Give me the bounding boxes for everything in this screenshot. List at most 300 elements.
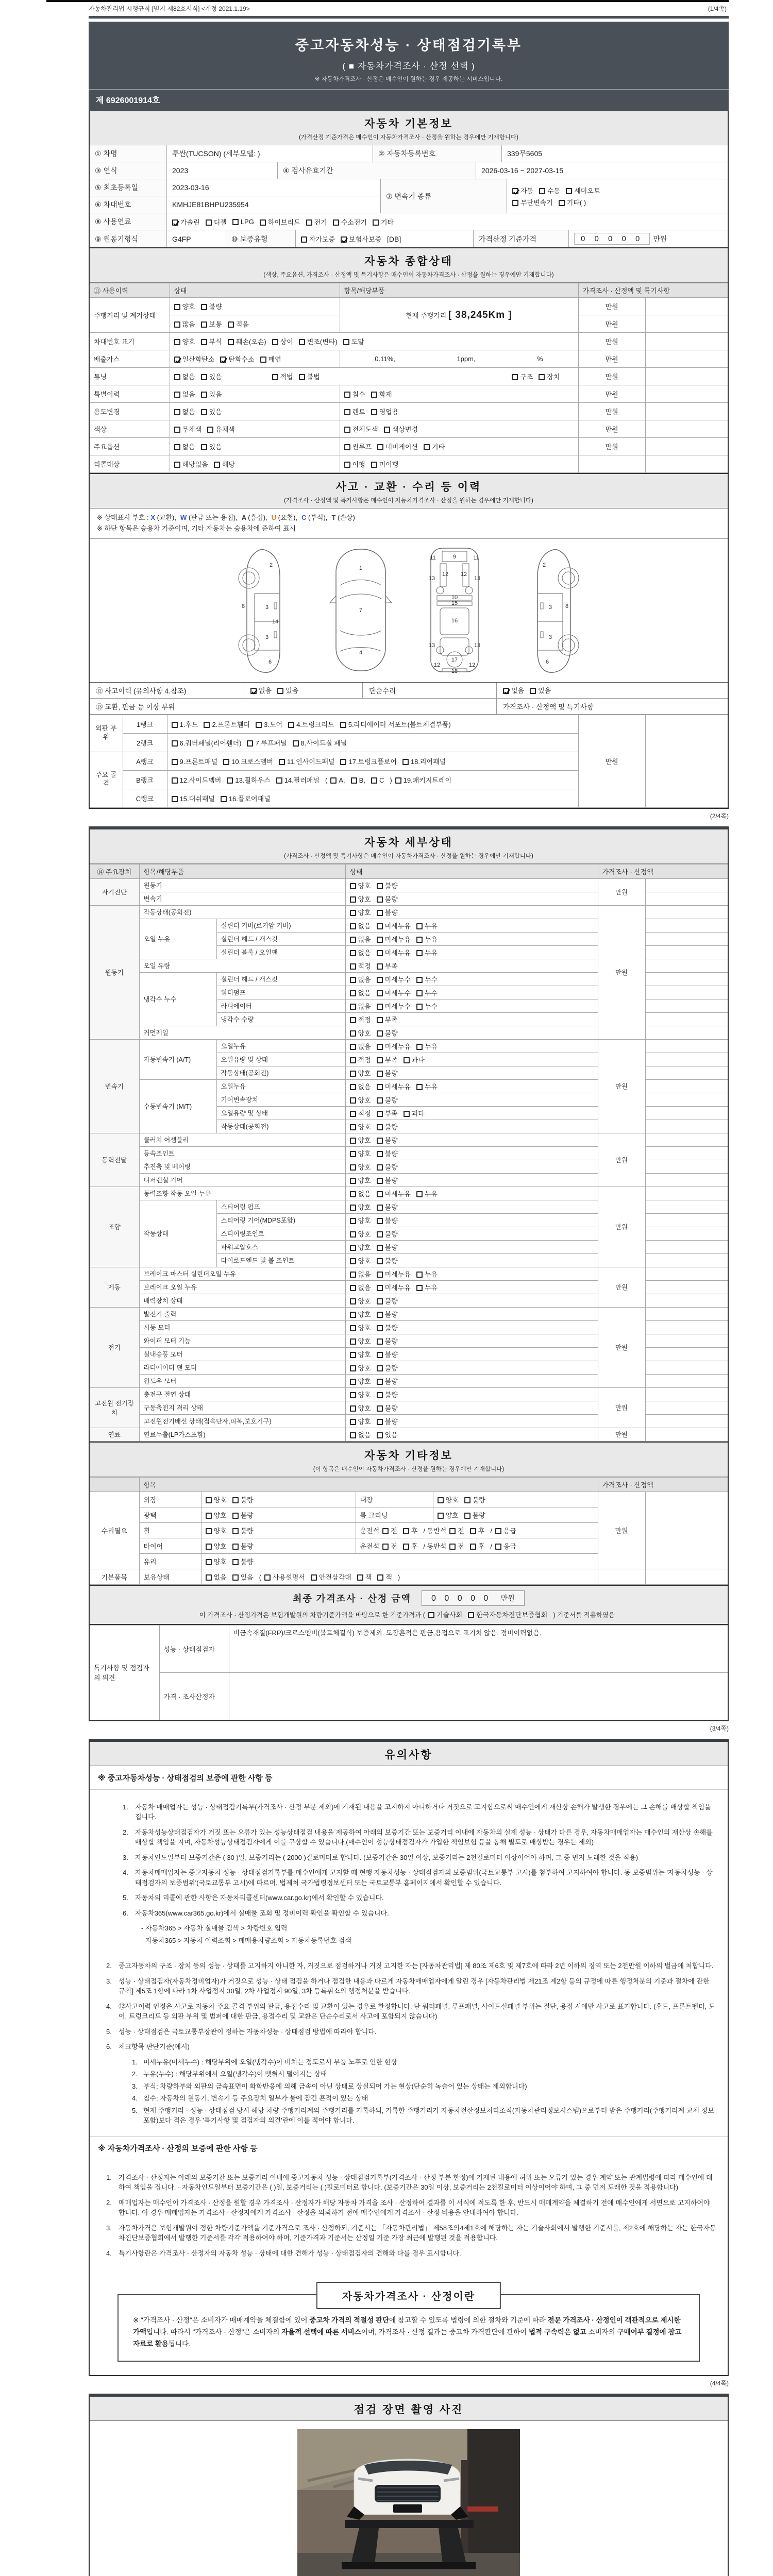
checkbox[interactable] bbox=[350, 950, 356, 956]
checkbox-option[interactable] bbox=[272, 336, 293, 346]
checkbox[interactable] bbox=[350, 963, 356, 970]
checkbox-option[interactable] bbox=[340, 719, 451, 729]
checkbox[interactable] bbox=[377, 1111, 383, 1117]
checkbox-option[interactable] bbox=[350, 1135, 371, 1145]
checkbox[interactable] bbox=[350, 883, 356, 889]
checkbox-option[interactable] bbox=[371, 406, 399, 416]
checkbox[interactable] bbox=[311, 1574, 317, 1581]
checkbox-option[interactable] bbox=[350, 1095, 371, 1105]
checkbox[interactable] bbox=[232, 1559, 239, 1565]
checkbox[interactable] bbox=[350, 1419, 356, 1425]
checkbox[interactable] bbox=[344, 392, 350, 398]
checkbox[interactable] bbox=[207, 427, 213, 433]
checkbox[interactable] bbox=[227, 777, 233, 784]
checkbox-option[interactable] bbox=[260, 217, 300, 227]
checkbox-option[interactable] bbox=[350, 1001, 371, 1011]
checkbox[interactable] bbox=[214, 462, 220, 468]
checkbox[interactable] bbox=[264, 1574, 271, 1581]
checkbox-option[interactable] bbox=[377, 921, 411, 930]
checkbox[interactable] bbox=[416, 1272, 423, 1278]
checkbox[interactable] bbox=[350, 1285, 356, 1291]
checkbox[interactable] bbox=[232, 219, 239, 225]
checkbox-option[interactable] bbox=[416, 1189, 438, 1198]
checkbox[interactable] bbox=[377, 1392, 383, 1398]
checkbox-option[interactable] bbox=[206, 217, 227, 227]
checkbox[interactable] bbox=[174, 444, 180, 450]
checkbox-option[interactable] bbox=[350, 1014, 371, 1024]
checkbox[interactable] bbox=[403, 1544, 409, 1550]
checkbox[interactable] bbox=[228, 339, 234, 345]
checkbox-option[interactable] bbox=[377, 1269, 411, 1279]
checkbox-option[interactable] bbox=[371, 776, 384, 784]
checkbox-option[interactable] bbox=[214, 459, 235, 469]
checkbox[interactable] bbox=[377, 1365, 383, 1371]
checkbox-option[interactable] bbox=[174, 442, 195, 451]
checkbox[interactable] bbox=[201, 304, 207, 310]
checkbox-option[interactable] bbox=[382, 1526, 397, 1535]
checkbox-option[interactable] bbox=[204, 719, 250, 729]
checkbox-option[interactable] bbox=[201, 371, 222, 381]
checkbox-option[interactable] bbox=[350, 1363, 371, 1372]
checkbox[interactable] bbox=[377, 1151, 383, 1157]
checkbox-option[interactable] bbox=[559, 197, 586, 207]
checkbox[interactable] bbox=[470, 1544, 476, 1550]
checkbox-option[interactable] bbox=[206, 1572, 227, 1582]
checkbox[interactable] bbox=[350, 896, 356, 903]
checkbox-option[interactable] bbox=[350, 1189, 371, 1198]
checkbox[interactable] bbox=[377, 1164, 383, 1171]
checkbox-option[interactable] bbox=[227, 775, 270, 785]
checkbox[interactable] bbox=[377, 1178, 383, 1184]
checkbox[interactable] bbox=[539, 188, 545, 194]
checkbox[interactable] bbox=[174, 304, 180, 310]
checkbox-option[interactable] bbox=[424, 442, 445, 451]
checkbox-option[interactable] bbox=[377, 894, 398, 904]
checkbox-option[interactable] bbox=[371, 389, 392, 399]
checkbox[interactable] bbox=[438, 1513, 444, 1519]
checkbox-option[interactable] bbox=[416, 1001, 438, 1011]
checkbox-option[interactable] bbox=[377, 988, 411, 997]
checkbox[interactable] bbox=[377, 977, 383, 983]
checkbox-option[interactable] bbox=[416, 988, 438, 997]
checkbox[interactable] bbox=[350, 1272, 356, 1278]
checkbox[interactable] bbox=[403, 1528, 409, 1534]
checkbox[interactable] bbox=[371, 462, 377, 468]
checkbox-option[interactable] bbox=[201, 389, 222, 399]
checkbox[interactable] bbox=[333, 219, 339, 226]
checkbox[interactable] bbox=[350, 1405, 356, 1412]
checkbox[interactable] bbox=[416, 950, 423, 956]
checkbox-option[interactable] bbox=[377, 880, 398, 890]
checkbox[interactable] bbox=[206, 1513, 212, 1519]
checkbox-option[interactable] bbox=[512, 185, 533, 195]
checkbox[interactable] bbox=[279, 759, 285, 765]
checkbox[interactable] bbox=[377, 1325, 383, 1331]
checkbox-option[interactable] bbox=[350, 1349, 371, 1359]
checkbox[interactable] bbox=[350, 1151, 356, 1157]
checkbox-option[interactable] bbox=[377, 1135, 398, 1145]
checkbox[interactable] bbox=[495, 1544, 501, 1550]
checkbox-option[interactable] bbox=[377, 1108, 398, 1118]
checkbox-option[interactable] bbox=[341, 234, 381, 244]
checkbox[interactable] bbox=[350, 1245, 356, 1251]
checkbox-option[interactable] bbox=[350, 907, 371, 917]
checkbox-option[interactable] bbox=[470, 1526, 485, 1535]
checkbox-option[interactable] bbox=[404, 1055, 425, 1064]
checkbox[interactable] bbox=[276, 777, 282, 784]
checkbox-option[interactable] bbox=[172, 738, 242, 748]
checkbox[interactable] bbox=[350, 1044, 356, 1050]
checkbox-option[interactable] bbox=[350, 934, 371, 944]
checkbox[interactable] bbox=[377, 1124, 383, 1130]
checkbox-option[interactable] bbox=[377, 1095, 398, 1105]
checkbox[interactable] bbox=[377, 1097, 383, 1104]
checkbox-option[interactable] bbox=[377, 1363, 398, 1372]
checkbox[interactable] bbox=[377, 1231, 383, 1238]
checkbox-option[interactable] bbox=[377, 1068, 398, 1078]
checkbox[interactable] bbox=[350, 977, 356, 983]
checkbox-option[interactable] bbox=[512, 197, 553, 207]
checkbox[interactable] bbox=[468, 1612, 474, 1618]
checkbox[interactable] bbox=[174, 427, 180, 433]
checkbox-option[interactable] bbox=[449, 1541, 464, 1551]
checkbox-option[interactable] bbox=[293, 738, 347, 748]
checkbox-option[interactable] bbox=[377, 1336, 398, 1346]
checkbox[interactable] bbox=[350, 1164, 356, 1171]
checkbox-option[interactable] bbox=[377, 961, 398, 971]
checkbox-option[interactable] bbox=[350, 1028, 371, 1038]
checkbox-option[interactable] bbox=[438, 1495, 459, 1504]
checkbox-option[interactable] bbox=[416, 921, 438, 930]
checkbox[interactable] bbox=[402, 759, 409, 765]
checkbox[interactable] bbox=[377, 1191, 383, 1197]
checkbox-option[interactable] bbox=[232, 1526, 254, 1535]
checkbox[interactable] bbox=[206, 219, 212, 226]
checkbox[interactable] bbox=[344, 444, 350, 450]
checkbox[interactable] bbox=[174, 374, 180, 380]
checkbox[interactable] bbox=[350, 1030, 356, 1037]
checkbox-option[interactable] bbox=[404, 1108, 425, 1118]
checkbox-option[interactable] bbox=[395, 775, 451, 785]
checkbox[interactable] bbox=[377, 1205, 383, 1211]
checkbox[interactable] bbox=[232, 1513, 239, 1519]
checkbox[interactable] bbox=[470, 1528, 476, 1534]
checkbox-option[interactable] bbox=[350, 1282, 371, 1292]
checkbox[interactable] bbox=[350, 937, 356, 943]
checkbox[interactable] bbox=[223, 759, 229, 765]
checkbox[interactable] bbox=[384, 427, 390, 433]
checkbox[interactable] bbox=[350, 990, 356, 996]
checkbox[interactable] bbox=[377, 1030, 383, 1037]
checkbox-option[interactable] bbox=[279, 756, 334, 766]
checkbox-option[interactable] bbox=[247, 738, 287, 748]
checkbox-option[interactable] bbox=[174, 371, 195, 381]
checkbox-option[interactable] bbox=[201, 442, 222, 451]
checkbox-option[interactable] bbox=[206, 1526, 227, 1535]
checkbox[interactable] bbox=[174, 321, 180, 328]
checkbox-option[interactable] bbox=[416, 1269, 438, 1279]
checkbox-option[interactable] bbox=[350, 1175, 371, 1185]
checkbox-option[interactable] bbox=[495, 1526, 516, 1535]
checkbox-option[interactable] bbox=[344, 424, 378, 434]
checkbox-option[interactable] bbox=[264, 1572, 305, 1582]
checkbox-option[interactable] bbox=[357, 1572, 372, 1582]
checkbox[interactable] bbox=[559, 200, 565, 206]
checkbox[interactable] bbox=[204, 722, 210, 728]
checkbox[interactable] bbox=[377, 883, 383, 889]
checkbox[interactable] bbox=[172, 777, 178, 784]
checkbox[interactable] bbox=[206, 1559, 212, 1565]
checkbox-option[interactable] bbox=[377, 1389, 398, 1399]
checkbox-option[interactable] bbox=[350, 880, 371, 890]
checkbox-option[interactable] bbox=[350, 1403, 371, 1413]
checkbox[interactable] bbox=[350, 1432, 356, 1438]
checkbox[interactable] bbox=[416, 923, 423, 929]
checkbox[interactable] bbox=[260, 357, 266, 363]
checkbox-option[interactable] bbox=[299, 336, 338, 346]
checkbox[interactable] bbox=[206, 1528, 212, 1534]
checkbox-option[interactable] bbox=[350, 1296, 371, 1306]
checkbox[interactable] bbox=[449, 1528, 456, 1534]
checkbox[interactable] bbox=[377, 950, 383, 956]
checkbox-option[interactable] bbox=[174, 389, 195, 399]
checkbox[interactable] bbox=[512, 200, 518, 206]
checkbox-option[interactable] bbox=[350, 1041, 371, 1051]
checkbox-option[interactable] bbox=[377, 907, 398, 917]
checkbox-option[interactable] bbox=[272, 371, 293, 381]
checkbox[interactable] bbox=[377, 1338, 383, 1345]
checkbox-option[interactable] bbox=[301, 234, 335, 244]
checkbox[interactable] bbox=[174, 392, 180, 398]
checkbox-option[interactable] bbox=[206, 1556, 227, 1566]
checkbox-option[interactable] bbox=[344, 406, 365, 416]
checkbox[interactable] bbox=[299, 339, 305, 345]
checkbox-option[interactable] bbox=[330, 776, 345, 784]
checkbox[interactable] bbox=[371, 392, 377, 398]
checkbox-option[interactable] bbox=[464, 1495, 485, 1504]
checkbox[interactable] bbox=[539, 374, 545, 380]
checkbox-option[interactable] bbox=[350, 1081, 371, 1091]
checkbox[interactable] bbox=[416, 990, 423, 996]
checkbox[interactable] bbox=[350, 923, 356, 929]
checkbox-option[interactable] bbox=[377, 1162, 398, 1172]
checkbox-option[interactable] bbox=[232, 1495, 254, 1504]
checkbox-option[interactable] bbox=[350, 1215, 371, 1225]
checkbox[interactable] bbox=[377, 444, 383, 450]
checkbox[interactable] bbox=[438, 1497, 444, 1503]
checkbox-option[interactable] bbox=[250, 685, 272, 695]
checkbox-option[interactable] bbox=[377, 1309, 398, 1319]
checkbox[interactable] bbox=[377, 1574, 383, 1581]
checkbox[interactable] bbox=[377, 1258, 383, 1264]
checkbox[interactable] bbox=[232, 1528, 239, 1534]
checkbox[interactable] bbox=[350, 1312, 356, 1318]
checkbox[interactable] bbox=[340, 722, 346, 728]
checkbox-option[interactable] bbox=[174, 354, 215, 364]
checkbox[interactable] bbox=[377, 1071, 383, 1077]
checkbox[interactable] bbox=[232, 1497, 239, 1503]
checkbox-option[interactable] bbox=[377, 1282, 411, 1292]
checkbox[interactable] bbox=[201, 409, 207, 415]
checkbox[interactable] bbox=[416, 1044, 423, 1050]
checkbox[interactable] bbox=[377, 1419, 383, 1425]
checkbox-checked[interactable] bbox=[512, 188, 518, 194]
checkbox-option[interactable] bbox=[174, 336, 195, 346]
checkbox[interactable] bbox=[201, 374, 207, 380]
checkbox[interactable] bbox=[416, 977, 423, 983]
checkbox-option[interactable] bbox=[503, 685, 524, 695]
checkbox-option[interactable] bbox=[438, 1510, 459, 1520]
checkbox[interactable] bbox=[350, 1365, 356, 1371]
checkbox-option[interactable] bbox=[377, 947, 411, 957]
checkbox-option[interactable] bbox=[416, 1081, 438, 1091]
checkbox-option[interactable] bbox=[350, 1430, 371, 1439]
checkbox[interactable] bbox=[172, 722, 178, 728]
checkbox-option[interactable] bbox=[377, 1001, 411, 1011]
checkbox[interactable] bbox=[530, 688, 536, 694]
checkbox[interactable] bbox=[350, 1124, 356, 1130]
checkbox-option[interactable] bbox=[277, 685, 298, 695]
checkbox-option[interactable] bbox=[344, 442, 372, 451]
checkbox-option[interactable] bbox=[512, 371, 533, 381]
checkbox-option[interactable] bbox=[402, 756, 446, 766]
checkbox-option[interactable] bbox=[377, 1028, 398, 1038]
checkbox-option[interactable] bbox=[232, 217, 254, 226]
checkbox-option[interactable] bbox=[256, 719, 282, 729]
checkbox[interactable] bbox=[377, 1057, 383, 1063]
checkbox[interactable] bbox=[350, 1004, 356, 1010]
checkbox-option[interactable] bbox=[350, 1376, 371, 1386]
checkbox[interactable] bbox=[428, 1612, 434, 1618]
checkbox-option[interactable] bbox=[232, 1572, 254, 1582]
checkbox-option[interactable] bbox=[403, 1526, 418, 1535]
checkbox-option[interactable] bbox=[207, 424, 235, 434]
checkbox[interactable] bbox=[277, 688, 283, 694]
checkbox[interactable] bbox=[495, 1528, 501, 1534]
checkbox[interactable] bbox=[404, 1111, 410, 1117]
checkbox-option[interactable] bbox=[377, 1572, 392, 1582]
checkbox[interactable] bbox=[377, 1084, 383, 1090]
checkbox-option[interactable] bbox=[201, 406, 222, 416]
checkbox-option[interactable] bbox=[377, 1081, 411, 1091]
checkbox-option[interactable] bbox=[350, 1269, 371, 1279]
checkbox[interactable] bbox=[343, 339, 349, 345]
checkbox-option[interactable] bbox=[299, 371, 320, 381]
checkbox[interactable] bbox=[272, 374, 278, 380]
checkbox-option[interactable] bbox=[566, 185, 600, 195]
checkbox-option[interactable] bbox=[228, 319, 249, 329]
checkbox-option[interactable] bbox=[350, 1336, 371, 1346]
checkbox[interactable] bbox=[377, 1218, 383, 1224]
checkbox[interactable] bbox=[350, 1057, 356, 1063]
checkbox-option[interactable] bbox=[384, 424, 418, 434]
checkbox-option[interactable] bbox=[377, 934, 411, 944]
checkbox-option[interactable] bbox=[172, 217, 200, 227]
checkbox-checked[interactable] bbox=[250, 688, 257, 694]
checkbox-option[interactable] bbox=[288, 719, 334, 729]
checkbox[interactable] bbox=[174, 409, 180, 415]
checkbox[interactable] bbox=[371, 409, 377, 415]
checkbox[interactable] bbox=[512, 374, 518, 380]
checkbox-option[interactable] bbox=[350, 974, 371, 984]
checkbox[interactable] bbox=[221, 796, 227, 802]
checkbox-checked[interactable] bbox=[220, 357, 226, 363]
checkbox[interactable] bbox=[330, 777, 337, 784]
checkbox[interactable] bbox=[377, 1017, 383, 1023]
checkbox[interactable] bbox=[344, 462, 350, 468]
checkbox[interactable] bbox=[416, 937, 423, 943]
checkbox-option[interactable] bbox=[468, 1609, 547, 1619]
checkbox[interactable] bbox=[206, 1497, 212, 1503]
checkbox[interactable] bbox=[172, 740, 178, 747]
checkbox[interactable] bbox=[357, 1574, 363, 1581]
checkbox-option[interactable] bbox=[232, 1510, 254, 1520]
checkbox[interactable] bbox=[449, 1544, 456, 1550]
checkbox-option[interactable] bbox=[174, 406, 195, 416]
checkbox-option[interactable] bbox=[172, 793, 215, 803]
checkbox-option[interactable] bbox=[350, 894, 371, 904]
checkbox-option[interactable] bbox=[206, 1495, 227, 1504]
checkbox[interactable] bbox=[201, 444, 207, 450]
checkbox-option[interactable] bbox=[350, 1202, 371, 1212]
checkbox[interactable] bbox=[350, 1218, 356, 1224]
checkbox[interactable] bbox=[344, 409, 350, 415]
checkbox[interactable] bbox=[206, 1544, 212, 1550]
checkbox-option[interactable] bbox=[377, 1229, 398, 1239]
checkbox-option[interactable] bbox=[377, 442, 418, 451]
checkbox-option[interactable] bbox=[206, 1541, 227, 1551]
checkbox-option[interactable] bbox=[377, 1256, 398, 1265]
checkbox[interactable] bbox=[377, 1245, 383, 1251]
checkbox-option[interactable] bbox=[174, 424, 202, 434]
checkbox-option[interactable] bbox=[377, 1175, 398, 1185]
checkbox[interactable] bbox=[377, 1432, 383, 1438]
checkbox-option[interactable] bbox=[172, 775, 222, 785]
checkbox[interactable] bbox=[377, 963, 383, 970]
checkbox-option[interactable] bbox=[377, 1014, 398, 1024]
checkbox-option[interactable] bbox=[306, 217, 327, 227]
checkbox[interactable] bbox=[377, 1138, 383, 1144]
checkbox-option[interactable] bbox=[377, 974, 411, 984]
checkbox[interactable] bbox=[377, 1004, 383, 1010]
checkbox-option[interactable] bbox=[377, 1403, 398, 1413]
checkbox-option[interactable] bbox=[223, 756, 273, 766]
checkbox[interactable] bbox=[174, 339, 180, 345]
checkbox-option[interactable] bbox=[377, 1215, 398, 1225]
checkbox-option[interactable] bbox=[416, 1041, 438, 1051]
checkbox-option[interactable] bbox=[377, 1296, 398, 1306]
checkbox-option[interactable] bbox=[530, 685, 551, 695]
checkbox[interactable] bbox=[404, 1057, 410, 1063]
checkbox[interactable] bbox=[377, 1272, 383, 1278]
checkbox-option[interactable] bbox=[174, 301, 195, 311]
checkbox[interactable] bbox=[350, 1138, 356, 1144]
checkbox[interactable] bbox=[350, 1191, 356, 1197]
checkbox-checked[interactable] bbox=[172, 219, 178, 226]
checkbox-option[interactable] bbox=[539, 185, 560, 195]
checkbox-option[interactable] bbox=[377, 1323, 398, 1332]
checkbox-option[interactable] bbox=[172, 719, 198, 729]
checkbox-option[interactable] bbox=[377, 1416, 398, 1426]
checkbox-option[interactable] bbox=[350, 1122, 371, 1131]
checkbox-option[interactable] bbox=[539, 371, 560, 381]
checkbox[interactable] bbox=[377, 896, 383, 903]
checkbox[interactable] bbox=[301, 236, 307, 243]
checkbox-option[interactable] bbox=[221, 793, 271, 803]
checkbox-option[interactable] bbox=[470, 1541, 485, 1551]
checkbox[interactable] bbox=[377, 1352, 383, 1358]
checkbox[interactable] bbox=[351, 777, 357, 784]
